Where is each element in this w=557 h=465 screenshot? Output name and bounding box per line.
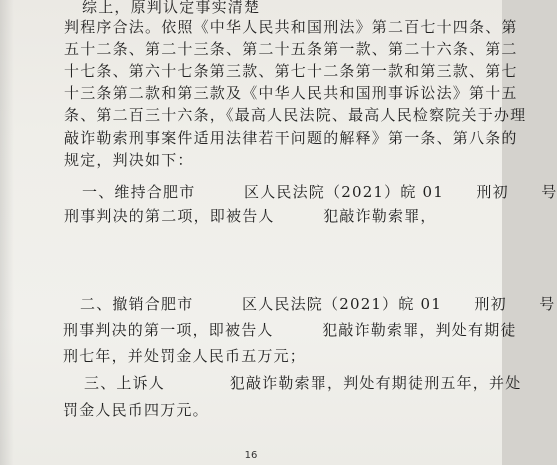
text-line-8: 规定，判决如下： xyxy=(64,151,194,169)
text-line-10: 刑事判决的第二项，即被告人 犯敲诈勒索罪， xyxy=(64,207,437,225)
page-shadow xyxy=(0,0,14,465)
text-line-1: 综上，原判认定事实清楚 xyxy=(82,0,261,16)
text-line-3: 五十二条、第二十三条、第二十五条第一款、第二十六条、第二 xyxy=(64,40,518,58)
text-line-7: 敲诈勒索刑事案件适用法律若干问题的解释》第一条、第八条的 xyxy=(64,129,518,147)
text-line-6: 条、第二百三十六条，《最高人民法院、最高人民检察院关于办理 xyxy=(64,106,527,124)
text-line-11: 二、撤销合肥市 区人民法院（2021）皖 01 刑初 号 xyxy=(80,295,556,313)
text-line-14: 三、上诉人 犯敲诈勒索罪，判处有期徒刑五年，并处 xyxy=(84,374,522,392)
text-line-4: 十七条、第六十七条第三款、第七十二条第一款和第三款、第七 xyxy=(64,62,518,80)
text-line-13: 刑七年，并处罚金人民币五万元； xyxy=(63,347,307,365)
text-line-12: 刑事判决的第一项，即被告人 犯敲诈勒索罪，判处有期徒 xyxy=(63,321,517,339)
text-line-9: 一、维持合肥市 区人民法院（2021）皖 01 刑初 号 xyxy=(82,183,557,201)
text-line-2: 判程序合法。依照《中华人民共和国刑法》第二百七十四条、第 xyxy=(64,18,518,36)
text-line-15: 罚金人民币四万元。 xyxy=(63,401,209,419)
text-line-5: 十三条第二款和第三款及《中华人民共和国刑事诉讼法》第十五 xyxy=(64,84,518,102)
page-number: 16 xyxy=(244,450,258,461)
